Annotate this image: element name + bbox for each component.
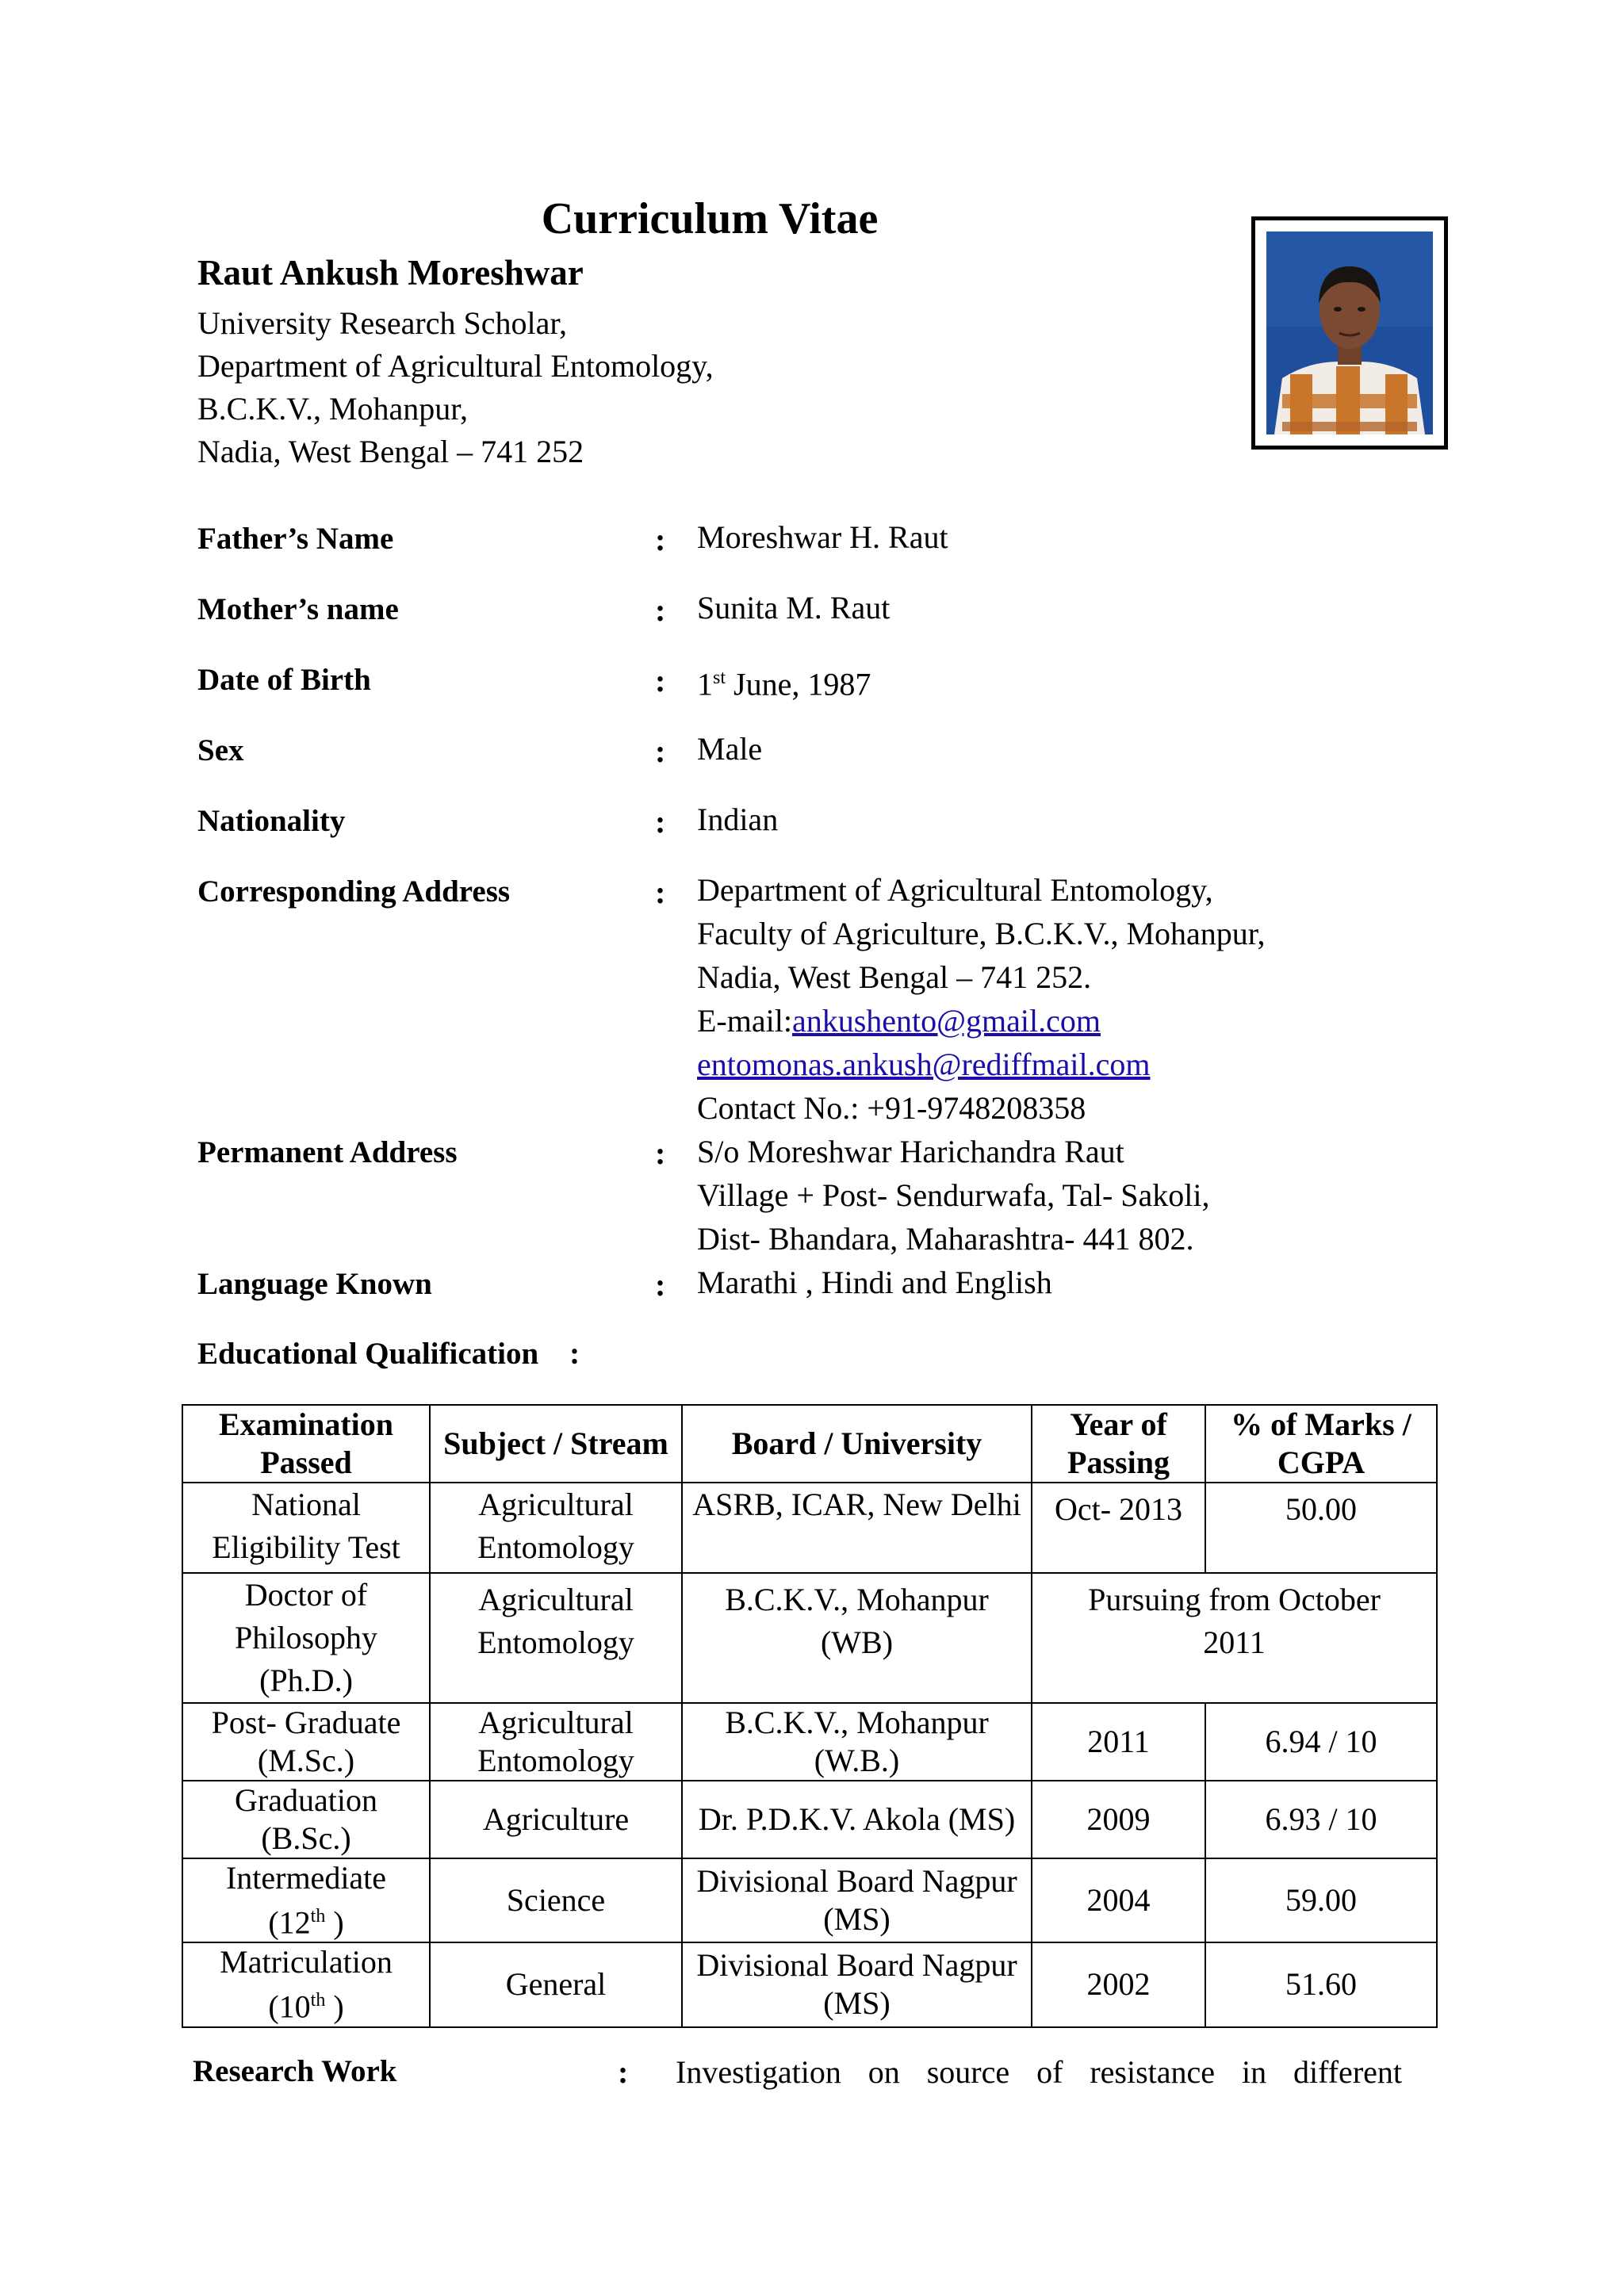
column-header: Examination Passed [182, 1405, 430, 1483]
education-label: Educational Qualification : [197, 1337, 580, 1371]
field-label-sex: Sex [197, 733, 244, 767]
field-value-mother: Sunita M. Raut [697, 590, 891, 626]
cell-exam [182, 1858, 430, 1942]
cell-exam: Graduation (B.Sc.) [182, 1781, 430, 1858]
field-label-mother: Mother’s name [197, 592, 399, 626]
cell-year: Oct- 2013 [1032, 1483, 1205, 1573]
cell-marks: 51.60 [1205, 1942, 1437, 2026]
field-colon: : [655, 592, 666, 628]
exam-class-suffix: th [310, 1990, 326, 2011]
field-label-nationality: Nationality [197, 804, 346, 838]
research-work-label: Research Work [193, 2054, 397, 2088]
field-value-father: Moreshwar H. Raut [697, 519, 948, 555]
profile-photo-frame [1251, 216, 1448, 450]
header-line: Department of Agricultural Entomology, [197, 348, 714, 384]
field-colon: : [655, 663, 666, 698]
field-label-language: Language Known [197, 1267, 432, 1301]
profile-photo-image [1266, 232, 1433, 434]
exam-class-num: (10 [268, 1988, 311, 2025]
candidate-name: Raut Ankush Moreshwar [197, 253, 584, 293]
cell-exam [182, 1942, 430, 2026]
cell-year: 2004 [1032, 1858, 1205, 1942]
table-row [182, 1781, 1437, 1858]
dob-day: 1 [697, 666, 713, 702]
education-table [182, 1404, 1438, 2028]
field-label-dob: Date of Birth [197, 663, 371, 697]
exam-class [188, 1981, 424, 2026]
field-value-sex: Male [697, 731, 763, 767]
cell-subject: Agricultural Entomology [430, 1703, 682, 1781]
table-row [182, 1942, 1437, 2026]
table-row [182, 1483, 1437, 1573]
header-line: B.C.K.V., Mohanpur, [197, 391, 469, 427]
field-value-permanent-address [697, 1130, 1210, 1261]
cell-board: Divisional Board Nagpur (MS) [682, 1942, 1032, 2026]
dob-rest: June, 1987 [726, 666, 871, 702]
email-line [697, 1043, 1265, 1086]
cell-exam: Doctor of Philosophy (Ph.D.) [182, 1573, 430, 1703]
field-colon: : [655, 1135, 666, 1171]
field-value-dob [697, 656, 871, 706]
cell-marks: 6.94 / 10 [1205, 1703, 1437, 1781]
address-line: Department of Agricultural Entomology, [697, 872, 1213, 908]
email-prefix: E-mail: [697, 1003, 792, 1039]
header-line: University Research Scholar, [197, 305, 568, 341]
cell-year: 2002 [1032, 1942, 1205, 2026]
profile-photo [1266, 232, 1433, 434]
column-header: Board / University [682, 1405, 1032, 1483]
address-line: S/o Moreshwar Harichandra Raut [697, 1134, 1124, 1169]
cell-year: 2011 [1032, 1703, 1205, 1781]
email-link-primary[interactable]: ankushento@gmail.com [791, 1003, 1101, 1039]
header-line: Nadia, West Bengal – 741 252 [197, 434, 584, 469]
email-link-secondary[interactable]: entomonas.ankush@rediffmail.com [697, 1047, 1151, 1082]
research-work-value: Investigation on source of resistance in different [676, 2054, 1402, 2090]
table-row [182, 1858, 1437, 1942]
field-label-permanent-address: Permanent Address [197, 1135, 458, 1169]
address-line: Faculty of Agriculture, B.C.K.V., Mohanpur, [697, 916, 1266, 951]
field-colon: : [618, 2054, 629, 2090]
contact-number: Contact No.: +91-9748208358 [697, 1090, 1086, 1126]
field-label-corresponding-address: Corresponding Address [197, 874, 511, 909]
exam-class-close: ) [325, 1988, 344, 2025]
cell-subject: Science [430, 1858, 682, 1942]
column-header: Year of Passing [1032, 1405, 1205, 1483]
address-line: Dist- Bhandara, Maharashtra- 441 802. [697, 1221, 1194, 1257]
field-colon: : [655, 804, 666, 840]
cell-board: ASRB, ICAR, New Delhi [682, 1483, 1032, 1573]
exam-class [188, 1897, 424, 1942]
cell-marks: 6.93 / 10 [1205, 1781, 1437, 1858]
cell-marks: 50.00 [1205, 1483, 1437, 1573]
address-line: Village + Post- Sendurwafa, Tal- Sakoli, [697, 1177, 1210, 1213]
cell-year: 2009 [1032, 1781, 1205, 1858]
address-line: Nadia, West Bengal – 741 252. [697, 959, 1092, 995]
cell-subject: Agricultural Entomology [430, 1483, 682, 1573]
exam-class-close: ) [325, 1904, 344, 1941]
cell-subject: General [430, 1942, 682, 2026]
cell-exam: Post- Graduate (M.Sc.) [182, 1703, 430, 1781]
field-colon: : [655, 874, 666, 910]
email-line [697, 999, 1265, 1043]
cell-board: B.C.K.V., Mohanpur (WB) [682, 1573, 1032, 1703]
column-header: % of Marks / CGPA [1205, 1405, 1437, 1483]
field-value-nationality: Indian [697, 802, 779, 837]
column-header: Subject / Stream [430, 1405, 682, 1483]
field-label-father: Father’s Name [197, 522, 394, 556]
table-row [182, 1573, 1437, 1703]
cell-subject: Agriculture [430, 1781, 682, 1858]
field-colon: : [655, 733, 666, 769]
cell-board: Dr. P.D.K.V. Akola (MS) [682, 1781, 1032, 1858]
cell-subject: Agricultural Entomology [430, 1573, 682, 1703]
cell-board: B.C.K.V., Mohanpur (W.B.) [682, 1703, 1032, 1781]
field-colon: : [655, 522, 666, 557]
cell-marks: 59.00 [1205, 1858, 1437, 1942]
exam-class-suffix: th [310, 1906, 326, 1927]
exam-class-num: (12 [268, 1904, 311, 1941]
field-value-corresponding-address [697, 868, 1265, 1130]
table-row [182, 1703, 1437, 1781]
table-header-row [182, 1405, 1437, 1483]
field-colon: : [655, 1267, 666, 1303]
cell-status: Pursuing from October 2011 [1032, 1573, 1437, 1703]
exam-name: Matriculation [220, 1944, 393, 1980]
exam-name: Intermediate [225, 1860, 387, 1896]
cell-board: Divisional Board Nagpur (MS) [682, 1858, 1032, 1942]
field-value-language: Marathi , Hindi and English [697, 1265, 1052, 1300]
cell-exam: National Eligibility Test [182, 1483, 430, 1573]
cv-title: Curriculum Vitae [541, 194, 879, 243]
dob-suffix: st [713, 668, 726, 688]
